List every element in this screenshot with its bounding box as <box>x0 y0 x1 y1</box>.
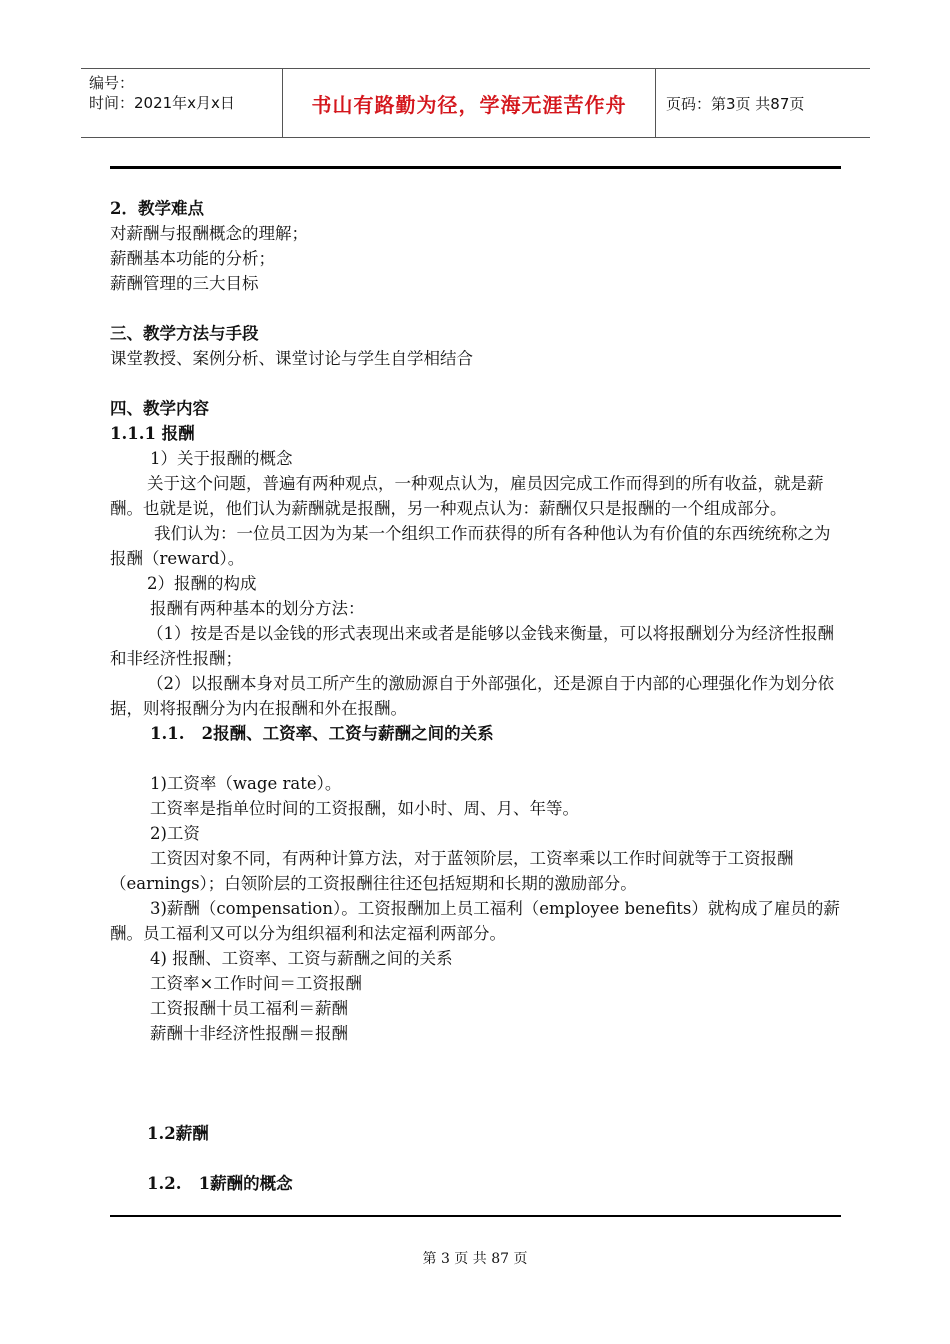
text-line: 课堂教授、案例分析、课堂讨论与学生自学相结合 <box>110 349 473 368</box>
heading-1-1-1: 1.1.1 报酬 <box>110 424 195 443</box>
header-motto: 书山有路勤为径，学海无涯苦作舟 <box>283 69 656 137</box>
text-line: 对薪酬与报酬概念的理解； <box>110 224 308 243</box>
paragraph: 我们认为：一位员工因为为某一个组织工作而获得的所有各种他认为有价值的东西统统称之为报酬（reward）。 <box>110 524 831 568</box>
heading-1-2: 1.2薪酬 <box>147 1124 209 1143</box>
page-header <box>81 68 870 138</box>
paragraph: 关于这个问题，普遍有两种观点，一种观点认为，雇员因完成工作而得到的所有收益，就是薪酬。也就是说，他们认为薪酬就是报酬，另一种观点认为：薪酬仅只是报酬的一个组成部分。 <box>110 474 824 518</box>
header-meta <box>81 69 283 137</box>
page-footer: 第 3 页 共 87 页 <box>422 1251 528 1267</box>
text-line: 薪酬基本功能的分析； <box>110 249 275 268</box>
heading-methods: 三、教学方法与手段 <box>110 324 259 343</box>
id-label: 编号： <box>89 74 135 92</box>
text-line: 工资率是指单位时间的工资报酬，如小时、周、月、年等。 <box>150 799 579 818</box>
time-label: 时间：2021年x月x日 <box>89 94 235 112</box>
text-line: 报酬有两种基本的划分方法： <box>150 599 365 618</box>
text-line: 1)工资率（wage rate）。 <box>150 774 342 793</box>
formula-line: 工资率×工作时间＝工资报酬 <box>150 974 362 993</box>
formula-line: 工资报酬十员工福利＝薪酬 <box>150 999 348 1018</box>
formula-line: 薪酬十非经济性报酬＝报酬 <box>150 1024 348 1043</box>
paragraph: 3)薪酬（compensation）。工资报酬加上员工福利（employee benefits）就构成了雇员的薪酬。员工福利又可以分为组织福利和法定福利两部分。 <box>110 899 840 943</box>
paragraph: （1）按是否是以金钱的形式表现出来或者是能够以金钱来衡量，可以将报酬划分为经济性报酬和非经济性报酬； <box>110 624 834 668</box>
text-line: 1）关于报酬的概念 <box>150 449 293 468</box>
paragraph: 工资因对象不同，有两种计算方法，对于蓝领阶层，工资率乘以工作时间就等于工资报酬（earnings）；白领阶层的工资报酬往往还包括短期和长期的激励部分。 <box>110 849 794 893</box>
text-line: 2）报酬的构成 <box>147 574 257 593</box>
heading-content: 四、教学内容 <box>110 399 209 418</box>
text-line: 薪酬管理的三大目标 <box>110 274 259 293</box>
heading-teaching-difficulty: 2．教学难点 <box>110 199 204 218</box>
paragraph: （2）以报酬本身对员工所产生的激励源自于外部强化，还是源自于内部的心理强化作为划分依据，则将报酬分为内在报酬和外在报酬。 <box>110 674 834 718</box>
heading-1-1-2: 1.1. 2报酬、工资率、工资与薪酬之间的关系 <box>150 724 494 743</box>
document-body <box>110 196 841 1196</box>
bottom-rule <box>110 1215 841 1217</box>
text-line: 4) 报酬、工资率、工资与薪酬之间的关系 <box>150 949 453 968</box>
top-rule <box>110 166 841 169</box>
text-line: 2)工资 <box>150 824 200 843</box>
heading-1-2-1: 1.2. 1薪酬的概念 <box>147 1174 293 1193</box>
header-page-code: 页码：第3页 共87页 <box>666 94 805 113</box>
